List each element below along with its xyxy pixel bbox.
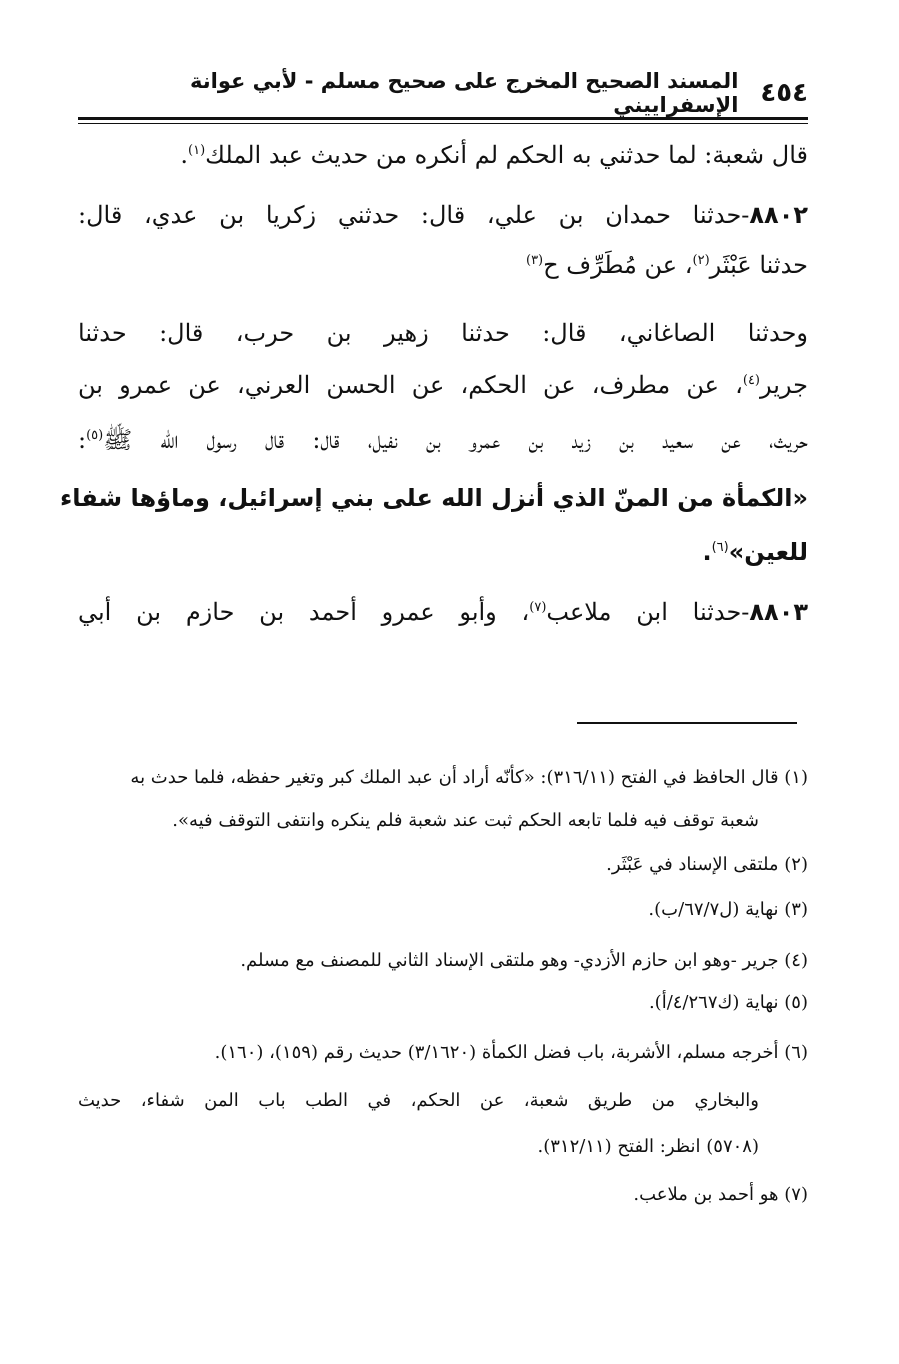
body-line-2	[78, 200, 808, 230]
text-run: جرير	[760, 371, 808, 399]
body-line-5	[78, 370, 808, 400]
body-line-7	[60, 483, 808, 513]
footnote-ref[interactable]: (٤)	[742, 373, 760, 388]
footnote-2: (٢) ملتقى الإسناد في عَبْثَر.	[606, 854, 808, 875]
page-header	[78, 70, 808, 116]
footnote-ref[interactable]: (٣)	[525, 253, 544, 268]
text-run: حريث، عن سعيد بن زيد بن عمرو بن نفيل، قال: قال رسول الله ﷺ	[103, 426, 808, 454]
footnote-separator	[577, 722, 797, 724]
footnote-1-line-1: (١) قال الحافظ في الفتح (٣١٦/١١): «كأنّه أراد أن عبد الملك كبر وتغير حفظه، فلما حدث به	[130, 767, 808, 788]
hadith-matn: «الكمأة من المنّ الذي أنزل الله على بني إسرائيل، وماؤها شفاء	[60, 484, 808, 512]
footnote-ref[interactable]: (٥)	[86, 428, 104, 443]
header-rule-thin	[78, 123, 808, 124]
footnote-ref[interactable]: (٦)	[711, 540, 729, 555]
footnote-6-line-3: (٥٧٠٨) انظر: الفتح (٣١٢/١١).	[537, 1136, 759, 1157]
hadith-matn: للعين»	[728, 538, 808, 566]
footnote-4: (٤) جرير -وهو ابن حازم الأزدي- وهو ملتقى الإسناد الثاني للمصنف مع مسلم.	[240, 950, 808, 971]
text-run: .	[180, 141, 189, 169]
footnote-7: (٧) هو أحمد بن ملاعب.	[633, 1184, 808, 1205]
running-title: المسند الصحيح المخرج على صحيح مسلم - لأبي عوانة الإسفراييني	[190, 69, 739, 117]
text-run: وحدثنا الصاغاني، قال: حدثنا زهير بن حرب، قال: حدثنا	[78, 319, 808, 347]
body-line-6	[78, 425, 808, 455]
text-run: .	[702, 538, 712, 566]
footnote-3: (٣) نهاية (ل٦٧/٧/ب).	[648, 899, 808, 920]
body-line-4	[78, 318, 808, 348]
text-run: ، عن مطرف، عن الحكم، عن الحسن العرني، عن عمرو بن	[78, 371, 743, 399]
text-run: ، عن مُطَرِّف ح	[543, 251, 693, 279]
text-run: -حدثنا حمدان بن علي، قال: حدثني زكريا بن عدي، قال:	[78, 201, 750, 229]
footnote-ref[interactable]: (٢)	[692, 253, 710, 268]
header-rule	[78, 117, 808, 120]
footnote-ref[interactable]: (٧)	[529, 600, 547, 615]
footnote-5: (٥) نهاية (ك٤/٢٦٧/أ).	[648, 992, 808, 1013]
text-run: قال شعبة: لما حدثني به الحكم لم أنكره من حديث عبد الملك	[205, 141, 808, 169]
hadith-number: ٨٨٠٢	[749, 201, 808, 229]
text-run: -حدثنا ابن ملاعب	[546, 598, 750, 626]
text-run: ، وأبو عمرو أحمد بن حازم بن أبي	[78, 598, 530, 626]
body-line-3	[526, 250, 808, 280]
page-number: ٤٥٤	[760, 78, 808, 108]
body-line-8	[702, 537, 808, 567]
footnote-1-line-2: شعبة توقف فيه فلما تابعه الحكم ثبت عند شعبة فلم ينكره وانتفى التوقف فيه».	[172, 810, 759, 831]
text-run: حدثنا عَبْثَر	[709, 251, 808, 279]
body-line-9	[78, 597, 808, 627]
footnote-6-line-1: (٦) أخرجه مسلم، الأشربة، باب فضل الكمأة (٣/١٦٢٠) حديث رقم (١٥٩)، (١٦٠).	[214, 1042, 808, 1063]
hadith-number: ٨٨٠٣	[749, 598, 808, 626]
text-run: :	[78, 426, 87, 454]
footnote-ref[interactable]: (١)	[188, 143, 206, 158]
body-line-1	[180, 140, 808, 170]
footnote-6-line-2: والبخاري من طريق شعبة، عن الحكم، في الطب باب المن شفاء، حديث	[78, 1090, 759, 1111]
